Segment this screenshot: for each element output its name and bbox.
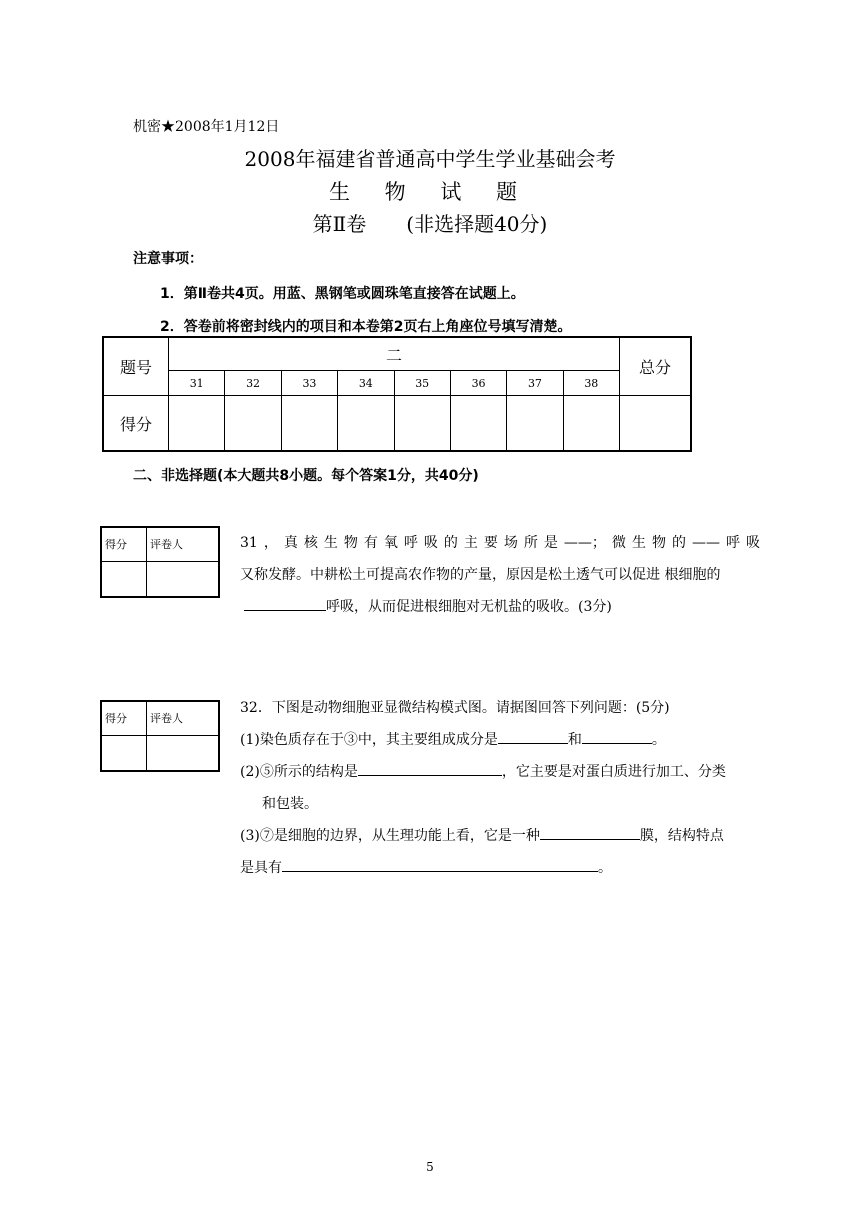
- question-number-label: 题号: [103, 337, 169, 396]
- q32-text: 是具有: [240, 860, 282, 876]
- q31-line: 又称发酵。中耕松土可提高农作物的产量，原因是松土透气可以促进 根细胞的: [240, 567, 721, 583]
- q32-text: 和包装。: [262, 796, 318, 812]
- q32-text: (1)染色质存在于③中，其主要组成成分是: [240, 732, 498, 748]
- question-31: [240, 527, 760, 623]
- note-item: 2．答卷前将密封线内的项目和本卷第2页右上角座位号填写清楚。: [160, 319, 572, 335]
- grader-name-label: 评卷人: [147, 527, 220, 561]
- question-number: 37: [507, 371, 563, 396]
- grader-score-cell[interactable]: [101, 735, 147, 771]
- q32-text: 膜，结构特点: [639, 828, 724, 844]
- grader-box: [100, 700, 220, 772]
- q32-part-3: [240, 820, 760, 852]
- q31-line-3: [240, 591, 760, 623]
- note-item: 1．第Ⅱ卷共4页。用蓝、黑钢笔或圆珠笔直接答在试题上。: [160, 286, 525, 302]
- question-32: [240, 692, 760, 884]
- notes-heading: 注意事项：: [133, 251, 203, 267]
- score-cell[interactable]: [394, 396, 450, 452]
- grader-score-label: 得分: [101, 527, 147, 561]
- score-cell[interactable]: [507, 396, 563, 452]
- q31-line-text: 呼吸，从而促进根细胞对无机盐的吸收。(3分): [326, 599, 612, 615]
- score-label: 得分: [103, 396, 169, 452]
- q32-text: 。: [651, 732, 666, 748]
- answer-blank[interactable]: [582, 729, 652, 744]
- score-cell[interactable]: [563, 396, 619, 452]
- grader-name-cell[interactable]: [147, 735, 220, 771]
- answer-blank[interactable]: [498, 729, 568, 744]
- page-number: 5: [426, 1160, 434, 1174]
- confidential-date: 机密★2008年1月12日: [133, 119, 280, 135]
- section-label: 二: [169, 337, 620, 371]
- answer-blank[interactable]: [244, 596, 326, 611]
- score-cell[interactable]: [225, 396, 281, 452]
- question-number: 38: [563, 371, 619, 396]
- score-cell[interactable]: [281, 396, 337, 452]
- q32-text: ，它主要是对蛋白质进行加工、分类: [501, 764, 726, 780]
- total-score-cell[interactable]: [620, 396, 692, 452]
- question-number: 36: [450, 371, 506, 396]
- answer-blank[interactable]: [282, 857, 598, 872]
- question-number: 34: [338, 371, 394, 396]
- total-label: 总分: [620, 337, 692, 396]
- q32-part-2: [240, 756, 760, 788]
- grader-name-cell[interactable]: [147, 561, 220, 597]
- answer-blank[interactable]: [358, 761, 502, 776]
- section-heading: 二、非选择题(本大题共8小题。每个答案1分，共40分): [133, 468, 479, 484]
- grader-score-label: 得分: [101, 701, 147, 735]
- score-cell[interactable]: [338, 396, 394, 452]
- q32-text: (3)⑦是细胞的边界，从生理功能上看，它是一种: [240, 828, 540, 844]
- exam-volume: 第Ⅱ卷 (非选择题40分): [312, 212, 548, 236]
- exam-subject: 生 物 试 题: [328, 180, 532, 204]
- exam-title: 2008年福建省普通高中学生学业基础会考: [244, 147, 616, 171]
- score-cell[interactable]: [169, 396, 225, 452]
- score-table: [102, 336, 692, 452]
- answer-blank[interactable]: [540, 825, 640, 840]
- q32-text: 。: [598, 860, 612, 876]
- question-number: 33: [281, 371, 337, 396]
- grader-box: [100, 526, 220, 598]
- grader-name-label: 评卷人: [147, 701, 220, 735]
- q31-line: 31，真核生物有氧呼吸的主要场所是——；微生物的——呼吸: [240, 535, 760, 551]
- q32-part-1: [240, 724, 760, 756]
- question-number: 35: [394, 371, 450, 396]
- q32-text: (2)⑤所示的结构是: [240, 764, 358, 780]
- question-number: 31: [169, 371, 225, 396]
- grader-score-cell[interactable]: [101, 561, 147, 597]
- q32-text: 和: [567, 732, 582, 748]
- q32-intro: 32．下图是动物细胞亚显微结构模式图。请据图回答下列问题：(5分): [240, 700, 670, 716]
- question-number: 32: [225, 371, 281, 396]
- q32-part-3-cont: [240, 852, 760, 884]
- score-cell[interactable]: [450, 396, 506, 452]
